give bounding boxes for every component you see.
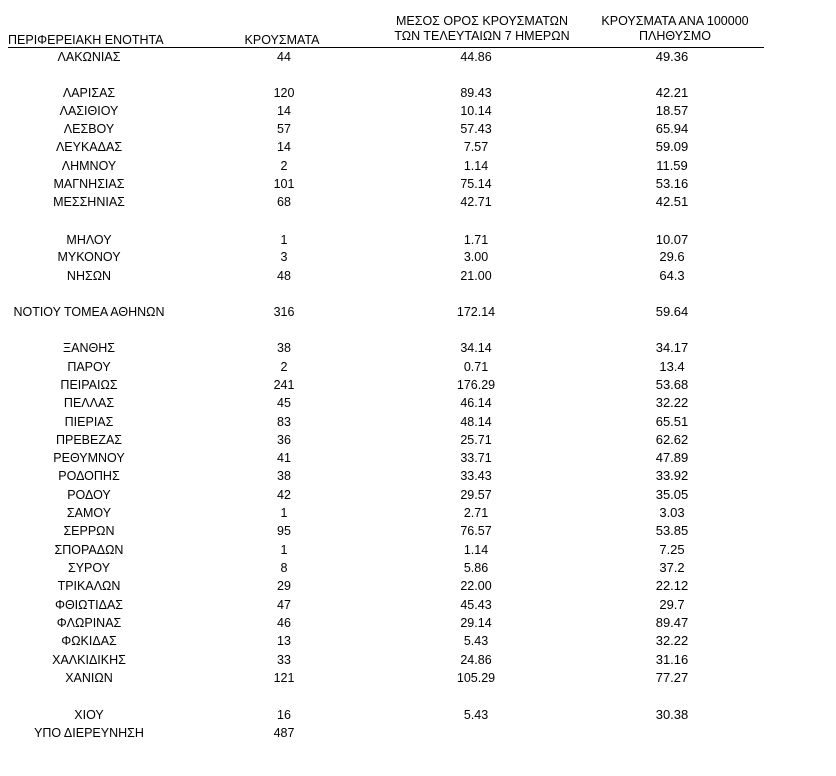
cases-cell: 2 — [280, 159, 288, 173]
per100k-cell: 89.47 — [655, 615, 689, 630]
per100k-cell: 62.62 — [655, 432, 689, 447]
header-region-label: ΠΕΡΙΦΕΡΕΙΑΚΗ ΕΝΟΤΗΤΑ — [8, 33, 164, 47]
avg7-cell: 172.14 — [456, 305, 496, 319]
table-row — [0, 651, 836, 669]
table-row — [0, 138, 836, 156]
region-cell: ΠΑΡΟΥ — [67, 360, 111, 374]
table-row — [0, 522, 836, 540]
table-row — [0, 248, 836, 266]
avg7-cell: 33.71 — [460, 451, 492, 465]
per100k-cell: 3.03 — [659, 505, 685, 520]
table-row — [0, 413, 836, 431]
avg7-cell: 1.14 — [463, 543, 489, 557]
region-cell: ΤΡΙΚΑΛΩΝ — [57, 579, 121, 593]
per100k-cell: 11.59 — [656, 158, 688, 173]
region-cell: ΝΗΣΩΝ — [66, 269, 112, 283]
per100k-cell: 33.92 — [655, 468, 689, 483]
table-row — [0, 358, 836, 376]
cases-cell: 83 — [277, 415, 291, 429]
table-row — [0, 596, 836, 614]
table-row — [0, 48, 836, 66]
table-row — [0, 120, 836, 138]
region-cell: ΦΘΙΩΤΙΔΑΣ — [54, 598, 124, 612]
table-row — [0, 486, 836, 504]
cases-cell: 14 — [277, 104, 291, 118]
region-cell: ΣΠΟΡΑΔΩΝ — [54, 543, 124, 557]
region-cell: ΛΕΣΒΟΥ — [63, 122, 115, 136]
avg7-cell: 22.00 — [460, 579, 492, 593]
per100k-cell: 65.51 — [655, 414, 689, 429]
header-cases-label: ΚΡΟΥΣΜΑΤΑ — [244, 33, 320, 47]
avg7-cell: 89.43 — [460, 86, 492, 100]
region-cell: ΡΟΔΟΠΗΣ — [58, 469, 120, 483]
avg7-cell: 0.71 — [463, 360, 489, 374]
table-row — [0, 84, 836, 102]
cases-cell: 57 — [277, 122, 291, 136]
per100k-cell: 22.12 — [655, 578, 689, 593]
avg7-cell: 25.71 — [460, 433, 492, 447]
region-cell: ΣΑΜΟΥ — [66, 506, 112, 520]
avg7-cell: 45.43 — [460, 598, 492, 612]
cases-cell: 3 — [280, 250, 288, 264]
region-cell: ΧΑΝΙΩΝ — [65, 671, 113, 685]
region-cell: ΜΥΚΟΝΟΥ — [57, 250, 121, 264]
cases-cell: 101 — [273, 177, 295, 191]
avg7-cell: 7.57 — [463, 140, 489, 154]
region-cell: ΛΑΣΙΘΙΟΥ — [59, 104, 119, 118]
avg7-cell: 2.71 — [463, 506, 489, 520]
cases-cell: 29 — [277, 579, 291, 593]
region-cell: ΞΑΝΘΗΣ — [63, 341, 115, 355]
avg7-cell: 34.14 — [460, 341, 492, 355]
avg7-cell: 42.71 — [460, 195, 492, 209]
per100k-cell: 13.4 — [659, 359, 685, 374]
table-row — [0, 632, 836, 650]
table-row — [0, 541, 836, 559]
per100k-cell: 10.07 — [655, 232, 689, 247]
table-row — [0, 449, 836, 467]
region-cell: ΛΑΚΩΝΙΑΣ — [57, 50, 121, 64]
per100k-cell: 34.17 — [655, 340, 689, 355]
per100k-cell: 53.68 — [655, 377, 689, 392]
table-row — [0, 193, 836, 211]
cases-cell: 44 — [277, 50, 291, 64]
table-row — [0, 376, 836, 394]
region-cell: ΥΠΟ ΔΙΕΡΕΥΝΗΣΗ — [34, 726, 144, 740]
per100k-cell: 47.89 — [655, 450, 689, 465]
avg7-cell: 29.57 — [460, 488, 492, 502]
per100k-cell: 37.2 — [659, 560, 685, 575]
avg7-cell: 5.43 — [463, 634, 489, 648]
avg7-cell: 1.14 — [463, 159, 489, 173]
cases-cell: 68 — [277, 195, 291, 209]
per100k-cell: 29.6 — [659, 249, 685, 264]
cases-cell: 47 — [277, 598, 291, 612]
per100k-cell: 30.38 — [655, 707, 689, 722]
table-row — [0, 504, 836, 522]
table-row — [0, 724, 836, 742]
cases-cell: 36 — [277, 433, 291, 447]
header-avg7-line1: ΜΕΣΟΣ ΟΡΟΣ ΚΡΟΥΣΜΑΤΩΝ — [395, 14, 569, 28]
region-cell: ΛΕΥΚΑΔΑΣ — [55, 140, 123, 154]
avg7-cell: 57.43 — [460, 122, 492, 136]
per100k-cell: 59.64 — [655, 304, 689, 319]
table-row — [0, 431, 836, 449]
avg7-cell: 5.43 — [463, 708, 489, 722]
table-row — [0, 669, 836, 687]
region-cell: ΦΛΩΡΙΝΑΣ — [56, 616, 122, 630]
avg7-cell: 10.14 — [460, 104, 492, 118]
region-cell: ΛΑΡΙΣΑΣ — [62, 86, 116, 100]
region-cell: ΧΑΛΚΙΔΙΚΗΣ — [52, 653, 126, 667]
avg7-cell: 44.86 — [460, 50, 492, 64]
per100k-cell: 42.21 — [655, 85, 689, 100]
avg7-cell: 3.00 — [463, 250, 489, 264]
cases-cell: 14 — [277, 140, 291, 154]
per100k-cell: 49.36 — [655, 49, 689, 64]
cases-cell: 8 — [280, 561, 288, 575]
region-cell: ΣΕΡΡΩΝ — [63, 524, 115, 538]
cases-cell: 487 — [273, 726, 295, 740]
per100k-cell: 59.09 — [655, 139, 689, 154]
cases-cell: 316 — [273, 305, 295, 319]
cases-cell: 38 — [277, 469, 291, 483]
table-row — [0, 394, 836, 412]
cases-cell: 48 — [277, 269, 291, 283]
cases-cell: 241 — [273, 378, 295, 392]
avg7-cell: 1.71 — [463, 233, 489, 247]
cases-cell: 33 — [277, 653, 291, 667]
avg7-cell: 48.14 — [460, 415, 492, 429]
header-per100k-line1: ΚΡΟΥΣΜΑΤΑ ΑΝΑ 100000 — [601, 14, 749, 28]
per100k-cell: 53.85 — [655, 523, 689, 538]
region-cell: ΝΟΤΙΟΥ ΤΟΜΕΑ ΑΘΗΝΩΝ — [13, 305, 165, 319]
per100k-cell: 7.25 — [659, 542, 685, 557]
region-cell: ΧΙΟΥ — [74, 708, 104, 722]
region-cell: ΠΕΙΡΑΙΩΣ — [60, 378, 118, 392]
table-row — [0, 706, 836, 724]
avg7-cell: 5.86 — [463, 561, 489, 575]
cases-cell: 42 — [277, 488, 291, 502]
table-row — [0, 614, 836, 632]
cases-cell: 13 — [277, 634, 291, 648]
per100k-cell: 31.16 — [655, 652, 689, 667]
table-row — [0, 339, 836, 357]
table-row — [0, 157, 836, 175]
avg7-cell: 33.43 — [460, 469, 492, 483]
per100k-cell: 77.27 — [655, 670, 689, 685]
per100k-cell: 29.7 — [659, 597, 685, 612]
cases-cell: 121 — [273, 671, 295, 685]
table-row — [0, 267, 836, 285]
avg7-cell: 76.57 — [460, 524, 492, 538]
region-cell: ΡΕΘΥΜΝΟΥ — [53, 451, 125, 465]
cases-cell: 45 — [277, 396, 291, 410]
per100k-cell — [582, 724, 762, 742]
header-per100k-line2: ΠΛΗΘΥΣΜΟ — [639, 29, 711, 43]
avg7-cell: 24.86 — [460, 653, 492, 667]
table-row — [0, 175, 836, 193]
per100k-cell: 35.05 — [655, 487, 689, 502]
table-row — [0, 467, 836, 485]
per100k-cell: 32.22 — [655, 633, 689, 648]
region-cell: ΡΟΔΟΥ — [67, 488, 111, 502]
cases-cell: 2 — [280, 360, 288, 374]
region-cell: ΜΕΣΣΗΝΙΑΣ — [53, 195, 125, 209]
region-cell: ΠΕΛΛΑΣ — [63, 396, 115, 410]
avg7-cell — [386, 724, 566, 742]
cases-cell: 16 — [277, 708, 291, 722]
table-row — [0, 559, 836, 577]
cases-cell: 95 — [277, 524, 291, 538]
region-cell: ΜΑΓΝΗΣΙΑΣ — [53, 177, 125, 191]
cases-cell: 1 — [280, 543, 288, 557]
avg7-cell: 46.14 — [460, 396, 492, 410]
per100k-cell: 53.16 — [655, 176, 689, 191]
region-cell: ΛΗΜΝΟΥ — [61, 159, 117, 173]
table-row — [0, 303, 836, 321]
per100k-cell: 32.22 — [655, 395, 689, 410]
table-row — [0, 577, 836, 595]
cases-cell: 41 — [277, 451, 291, 465]
region-cell: ΠΙΕΡΙΑΣ — [64, 415, 114, 429]
header-avg7-line2: ΤΩΝ ΤΕΛΕΥΤΑΙΩΝ 7 ΗΜΕΡΩΝ — [394, 29, 570, 43]
cases-cell: 1 — [280, 233, 288, 247]
per100k-cell: 18.57 — [655, 103, 689, 118]
avg7-cell: 176.29 — [456, 378, 496, 392]
table-row — [0, 231, 836, 249]
region-cell: ΣΥΡΟΥ — [67, 561, 111, 575]
avg7-cell: 75.14 — [460, 177, 492, 191]
per100k-cell: 64.3 — [659, 268, 685, 283]
cases-cell: 1 — [280, 506, 288, 520]
avg7-cell: 29.14 — [460, 616, 492, 630]
per100k-cell: 65.94 — [655, 121, 689, 136]
avg7-cell: 21.00 — [460, 269, 492, 283]
per100k-cell: 42.51 — [655, 194, 689, 209]
cases-cell: 120 — [273, 86, 295, 100]
table-row — [0, 102, 836, 120]
region-cell: ΠΡΕΒΕΖΑΣ — [55, 433, 123, 447]
cases-cell: 46 — [277, 616, 291, 630]
region-cell: ΦΩΚΙΔΑΣ — [61, 634, 117, 648]
region-cell: ΜΗΛΟΥ — [66, 233, 112, 247]
avg7-cell: 105.29 — [456, 671, 496, 685]
cases-cell: 38 — [277, 341, 291, 355]
